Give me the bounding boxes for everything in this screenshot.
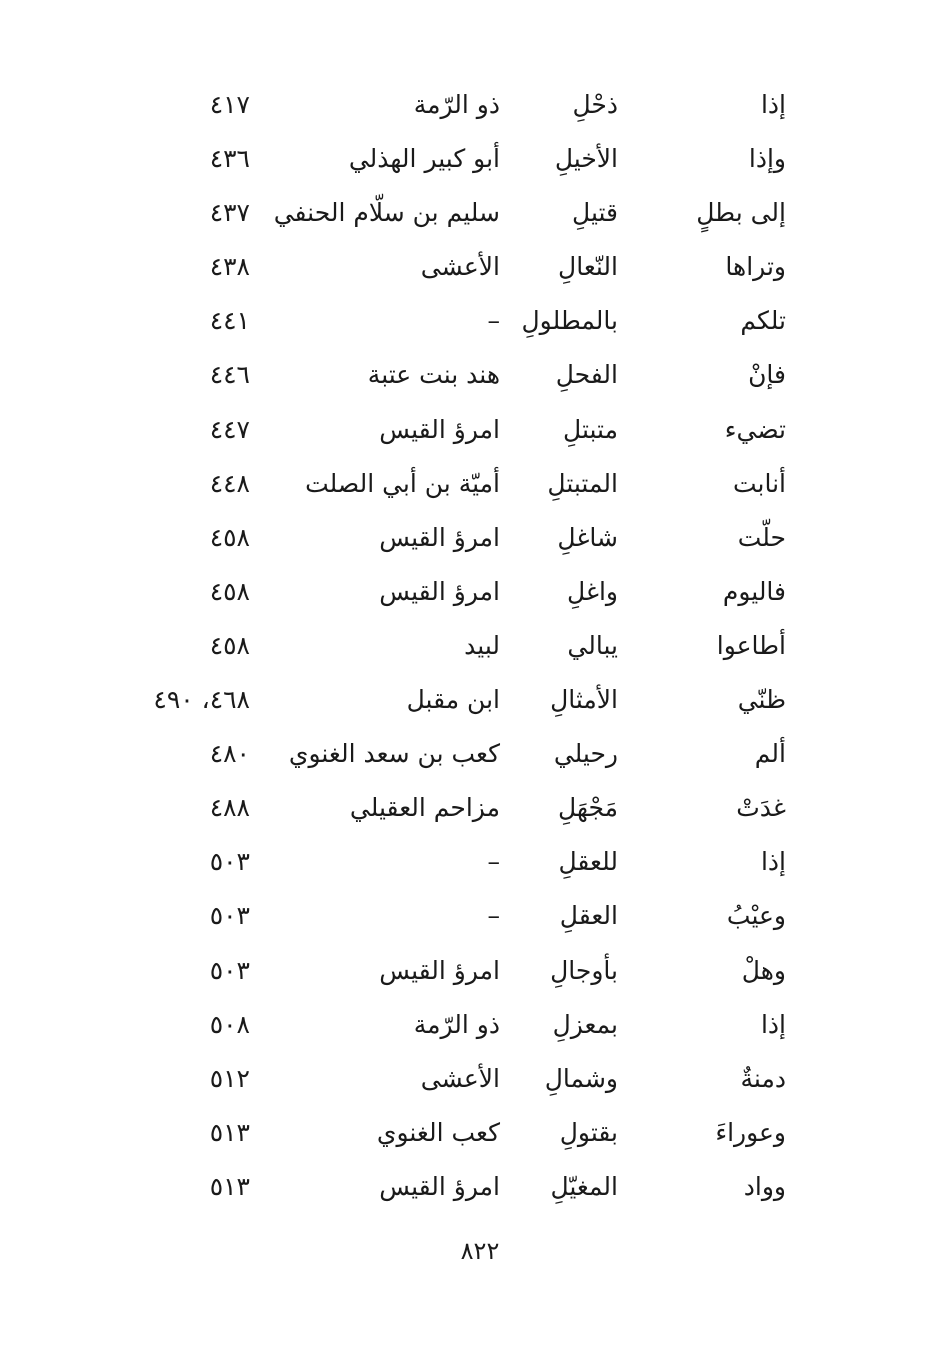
page-reference: ٤٣٨ <box>209 252 250 282</box>
verse-opening-word: وعوراءَ <box>715 1117 786 1147</box>
page-reference: ٤١٧ <box>209 90 250 119</box>
table-row <box>0 619 946 673</box>
verse-opening-word: وعيْبُ <box>726 901 786 931</box>
table-row <box>0 1106 946 1160</box>
page-reference: ٤٥٨ <box>209 630 250 660</box>
poet-name: امرؤ القيس <box>379 522 500 552</box>
verse-opening-word: أطاعوا <box>716 630 786 660</box>
poet-name: الأعشى <box>420 252 500 282</box>
rhyme-word: بالمطلولِ <box>521 306 618 336</box>
poet-name: الأعشى <box>420 1063 500 1093</box>
table-row <box>0 781 946 835</box>
poet-name: ابن مقبل <box>406 685 500 715</box>
rhyme-word: واغلِ <box>566 576 618 606</box>
rhyme-word: قتيلِ <box>572 198 618 228</box>
page-reference: ٤٣٦ <box>209 144 250 174</box>
table-row <box>0 511 946 565</box>
poet-name: – <box>487 306 500 336</box>
verse-opening-word: ألم <box>754 739 786 769</box>
page-reference: ٥٠٣ <box>209 847 250 877</box>
verse-opening-word: تلكم <box>740 306 786 336</box>
page-reference: ٥١٣ <box>209 1171 250 1201</box>
rhyme-word: يبالي <box>567 630 618 660</box>
rhyme-word: مَجْهَلِ <box>558 793 618 823</box>
poet-name: مزاحم العقيلي <box>349 793 500 823</box>
poet-name: امرؤ القيس <box>379 414 500 444</box>
poet-name: امرؤ القيس <box>379 1171 500 1201</box>
table-row <box>0 132 946 186</box>
poet-name: كعب بن سعد الغنوي <box>288 739 500 769</box>
table-row <box>0 457 946 511</box>
rhyme-word: بمعزلِ <box>552 1009 618 1039</box>
poet-name: سليم بن سلّام الحنفي <box>273 198 500 228</box>
table-row <box>0 944 946 998</box>
page-reference: ٤٤٨ <box>209 468 250 498</box>
poet-name: امرؤ القيس <box>379 955 500 985</box>
rhyme-word: ذحْلِ <box>572 90 618 119</box>
rhyme-word: شاغلِ <box>557 522 618 552</box>
verse-opening-word: إذا <box>760 90 786 119</box>
page-reference: ٤٨٨ <box>209 793 250 823</box>
verse-opening-word: حلّت <box>737 522 786 552</box>
page-reference: ٥٠٨ <box>209 1009 250 1039</box>
verse-opening-word: غدَتْ <box>736 793 786 823</box>
rhyme-word: الأخيلِ <box>554 144 618 174</box>
rhyme-word: الفحلِ <box>555 360 618 390</box>
verse-index-table <box>0 78 946 1214</box>
table-row <box>0 835 946 889</box>
page-reference: ٤٥٨ <box>209 522 250 552</box>
poet-name: ذو الرّمة <box>413 90 500 119</box>
page-reference: ٥١٣ <box>209 1117 250 1147</box>
page-reference: ٤٤٧ <box>209 414 250 444</box>
page-number: ٨٢٢ <box>460 1237 500 1265</box>
verse-opening-word: أنابت <box>732 468 786 498</box>
page-reference: ٤٤١ <box>209 306 250 336</box>
verse-opening-word: وواد <box>743 1171 786 1201</box>
verse-opening-word: وإذا <box>748 144 786 174</box>
verse-opening-word: وهلْ <box>741 955 786 985</box>
rhyme-word: الأمثالِ <box>550 685 618 715</box>
poet-name: لبيد <box>464 630 500 660</box>
verse-opening-word: إذا <box>760 847 786 877</box>
rhyme-word: بأوجالِ <box>550 955 618 985</box>
table-row <box>0 998 946 1052</box>
poet-name: ذو الرّمة <box>413 1009 500 1039</box>
verse-opening-word: إلى بطلٍ <box>696 198 786 228</box>
rhyme-word: العقلِ <box>559 901 618 931</box>
poet-name: أميّة بن أبي الصلت <box>305 468 500 498</box>
table-row <box>0 889 946 943</box>
table-row <box>0 673 946 727</box>
verse-opening-word: فاليوم <box>722 576 786 606</box>
table-row <box>0 294 946 348</box>
rhyme-word: متبتلِ <box>563 414 618 444</box>
page-reference: ٥٠٣ <box>209 901 250 931</box>
verse-opening-word: إذا <box>760 1009 786 1039</box>
poet-name: امرؤ القيس <box>379 576 500 606</box>
table-row <box>0 403 946 457</box>
table-row <box>0 186 946 240</box>
table-row <box>0 565 946 619</box>
table-row <box>0 240 946 294</box>
table-row <box>0 78 946 132</box>
rhyme-word: المغيّلِ <box>550 1171 618 1201</box>
page-reference: ٤٨٠ <box>209 739 250 769</box>
page-reference: ٤٥٨ <box>209 576 250 606</box>
page-reference: ٤٣٧ <box>209 198 250 228</box>
table-row <box>0 1160 946 1214</box>
rhyme-word: رحيلي <box>553 739 618 769</box>
page-reference: ٥٠٣ <box>209 955 250 985</box>
verse-opening-word: تضيء <box>724 414 786 444</box>
verse-opening-word: دمنةٌ <box>740 1063 786 1093</box>
page-reference: ٤٤٦ <box>209 360 250 390</box>
poet-name: – <box>487 847 500 877</box>
rhyme-word: للعقلِ <box>558 847 618 877</box>
poet-name: كعب الغنوي <box>376 1117 500 1147</box>
rhyme-word: بقتولِ <box>559 1117 618 1147</box>
page-reference: ٤٦٨، ٤٩٠ <box>153 685 250 715</box>
rhyme-word: النّعالِ <box>558 252 618 282</box>
table-row <box>0 727 946 781</box>
table-row <box>0 1052 946 1106</box>
poet-name: هند بنت عتبة <box>367 360 500 390</box>
rhyme-word: المتبتلِ <box>547 468 618 498</box>
poet-name: أبو كبير الهذلي <box>348 144 500 174</box>
verse-opening-word: وتراها <box>725 252 786 282</box>
table-row <box>0 348 946 402</box>
verse-opening-word: فإنْ <box>748 360 786 390</box>
page-reference: ٥١٢ <box>209 1063 250 1093</box>
rhyme-word: وشمالِ <box>544 1063 618 1093</box>
verse-opening-word: ظنّي <box>737 685 786 715</box>
poet-name: – <box>487 901 500 931</box>
